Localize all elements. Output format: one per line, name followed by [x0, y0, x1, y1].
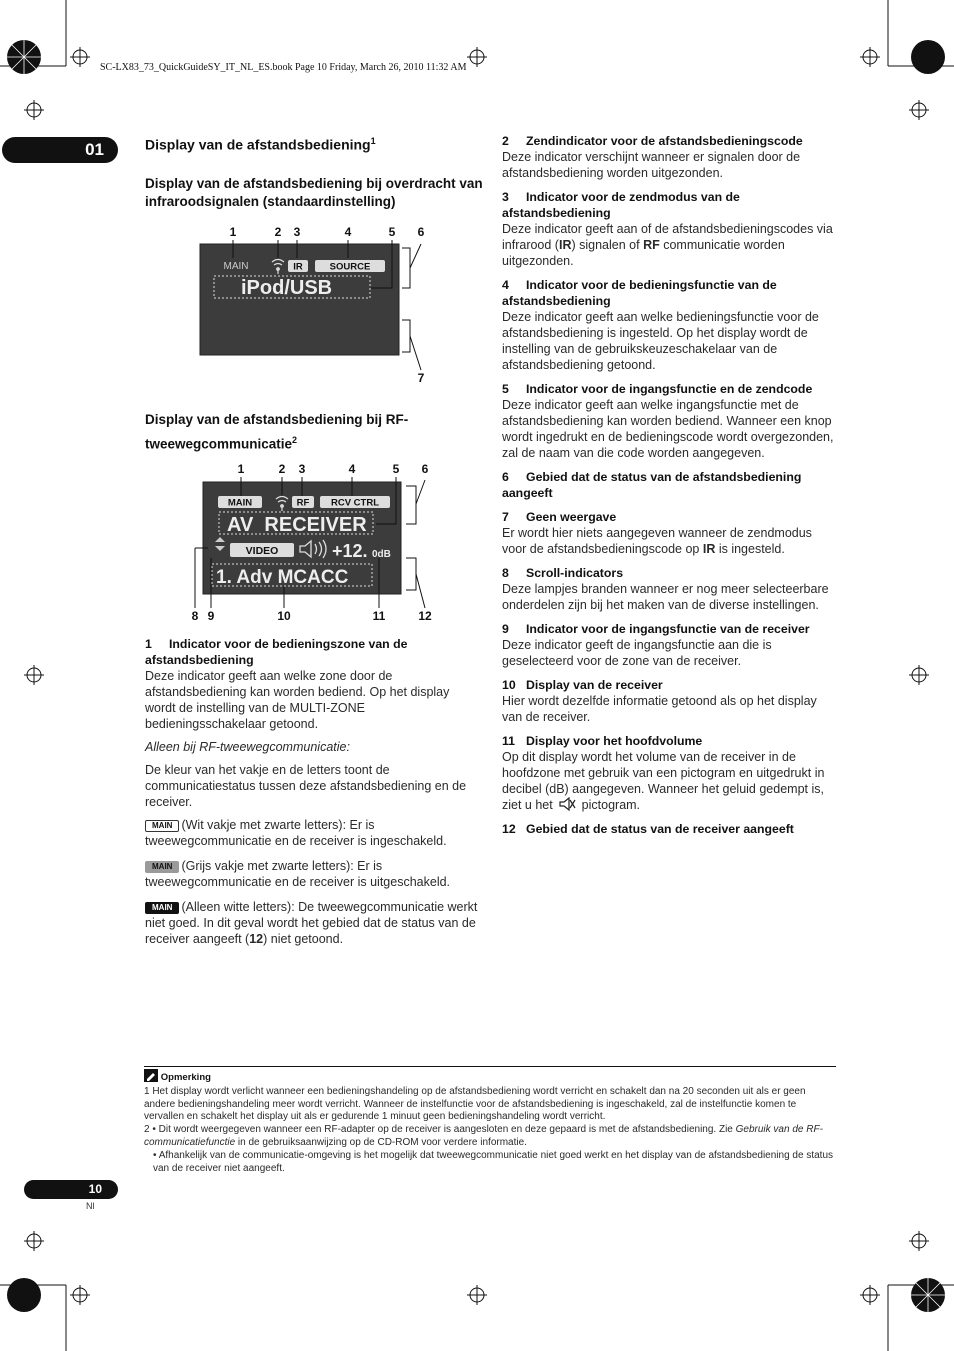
ir-callout-3: 3 [293, 225, 301, 239]
right-text-column [502, 133, 838, 845]
note-icon [144, 1069, 158, 1082]
rf-callout-3: 3 [298, 462, 306, 476]
ir-callout-6: 6 [417, 225, 425, 239]
item-1-italic: Alleen bij RF-tweewegcommunicatie: [145, 740, 350, 754]
rf-function-chip: RCV CTRL [330, 497, 380, 509]
ir-display-heading: Display van de afstandsbediening bij overdracht van infraroodsignalen (standaardinstelling) [145, 176, 483, 209]
rf-zone-chip: MAIN [227, 497, 253, 509]
note-2: 2 • Dit wordt weergegeven wanneer een RF-adapter op de receiver is aangesloten en deze gepaard is met de afstandsbediening. Zie Gebruik van de RF-communicatiefunctie in de gebruiksaanwijzing op de CD-ROM voor verdere informatie. [144, 1124, 823, 1148]
rf-callout-6: 6 [421, 462, 429, 476]
ir-zone: MAIN [223, 261, 249, 272]
rf-receiver-input-chip: VIDEO [245, 545, 279, 557]
item-1-desc-2: De kleur van het vakje en de letters toont de communicatiestatus tussen deze afstandsbediening en de receiver. [145, 763, 467, 809]
item-5: 5 Indicator voor de ingangsfunctie en de zendcode Deze indicator geeft aan welke ingangsfunctie met de afstandsbediening kan worden bediend. Wanneer een knop wordt ingedrukt en de bedieningscode wordt overgezonden, zal de naam van die code worden aangegeven. [502, 382, 834, 460]
rf-input-label: AV RECEIVER [227, 514, 367, 536]
status-white: MAIN (Wit vakje met zwarte letters): Er is tweewegcommunicatie en de receiver is ingeschakeld. [145, 818, 447, 848]
rf-callout-12: 12 [418, 609, 432, 623]
ir-function-chip: SOURCE [329, 261, 371, 273]
page-language: Nl [86, 1201, 95, 1211]
rf-display-diagram [186, 458, 442, 628]
rf-volume-unit: 0dB [372, 549, 391, 560]
item-2: 2 Zendindicator voor de afstandsbedieningscode Deze indicator verschijnt wanneer er signalen door de afstandsbediening worden uitgezonden. [502, 134, 803, 180]
chapter-tab: 01 [2, 137, 118, 163]
item-9: 9 Indicator voor de ingangsfunctie van de receiver Deze indicator geeft de ingangsfunctie aan die is geselecteerd voor de zone van de receiver. [502, 622, 810, 668]
note-1: 1 Het display wordt verlicht wanneer een bedieningshandeling op de afstandsbediening wordt verricht en schakelt dan na 20 seconden uit als er geen andere bedieningshandeling meer wordt verricht. Wanneer de instelfunctie voor de afstandsbediening is ingeschakeld, zal de instelfunctie komen te vervallen en schakelt het display uit als er gedurende 1 minuut geen bedieningshandeling wordt verricht. [144, 1085, 806, 1123]
main-chip-black: MAIN [145, 902, 179, 914]
rf-callout-11: 11 [372, 609, 386, 623]
ir-mode-chip: IR [293, 261, 303, 273]
file-header: SC-LX83_73_QuickGuideSY_IT_NL_ES.book Page 10 Friday, March 26, 2010 11:32 AM [100, 62, 467, 73]
ir-callout-2: 2 [274, 225, 282, 239]
item-10: 10 Display van de receiver Hier wordt dezelfde informatie getoond als op het display van de receiver. [502, 678, 817, 724]
main-chip-white: MAIN [145, 820, 179, 832]
rf-callout-4: 4 [348, 462, 356, 476]
item-8: 8 Scroll-indicators Deze lampjes branden wanneer er nog meer selecteerbare onderdelen zijn bij het maken van de diverse instellingen. [502, 566, 829, 612]
item-7: 7 Geen weergave Er wordt hier niets aangegeven wanneer de zendmodus voor de afstandsbedieningscode op IR is ingesteld. [502, 510, 812, 556]
rf-callout-1: 1 [237, 462, 245, 476]
rf-display-heading: Display van de afstandsbediening bij RF-tweewegcommunicatie$^2$ [145, 412, 409, 452]
ir-callout-5: 5 [388, 225, 396, 239]
rf-callout-10: 10 [277, 609, 291, 623]
item-12: 12 Gebied dat de status van de receiver aangeeft [502, 822, 794, 836]
main-chip-grey: MAIN [145, 861, 179, 873]
notes-section: Opmerking 1 Het display wordt verlicht wanneer een bedieningshandeling op de afstandsbediening wordt verricht en schakelt dan na 20 seconden uit als er geen andere bedieningshandeling meer wordt verricht. Wanneer de instelfunctie voor de afstandsbediening is ingeschakeld, zal de instelfunctie komen te vervallen en schakelt het display uit als er gedurende 1 minuut geen bedieningshandeling wordt verricht. 2 • Dit wordt weergegeven wanneer een RF-adapter op de receiver is aangesloten en deze gepaard is met de afstandsbediening. Zie Gebruik van de RF-communicatiefunctie in de gebruiksaanwijzing op de CD-ROM voor verdere informatie. • Afhankelijk van de communicatie-omgeving is het mogelijk dat tweewegcommunicatie niet goed werkt en het display van de afstandsbediening de status van de receiver niet aangeeft. [144, 1069, 836, 1175]
rf-mode-chip: RF [296, 497, 310, 509]
rf-callout-8: 8 [191, 609, 199, 623]
item-3: 3 Indicator voor de zendmodus van de afstandsbediening Deze indicator geeft aan of de afstandsbedieningscodes via infrarood (IR) signalen of RF communicatie worden uitgezonden. [502, 190, 833, 268]
item-6: 6 Gebied dat de status van de afstandsbediening aangeeft [502, 470, 802, 500]
status-black: MAIN (Alleen witte letters): De tweewegcommunicatie werkt niet goed. In dit geval wordt het gebied dat de status van de receiver aangeeft (12) niet getoond. [145, 900, 478, 946]
ir-callout-4: 4 [344, 225, 352, 239]
item-1-title: 1 Indicator voor de bedieningszone van de afstandsbediening [145, 637, 408, 667]
ir-callout-1: 1 [229, 225, 237, 239]
item-11: 11 Display voor het hoofdvolume Op dit display wordt het volume van de receiver in de hoofdzone met gebruik van een pictogram en uitgedrukt in decibel (dB) aangegeven. Wanneer het geluid gedempt is, ziet u het pictogram. [502, 734, 825, 812]
left-text-column [145, 636, 478, 955]
status-grey: MAIN (Grijs vakje met zwarte letters): Er is tweewegcommunicatie en de receiver is uitgeschakeld. [145, 859, 451, 889]
section-title: Display van de afstandsbediening$^1$ [145, 136, 376, 153]
ir-input-label: iPod/USB [241, 277, 333, 299]
ir-callout-7: 7 [417, 371, 425, 385]
page-number: 10 [24, 1180, 118, 1199]
rf-callout-9: 9 [207, 609, 215, 623]
rf-volume-value: +12. [332, 541, 368, 561]
item-4: 4 Indicator voor de bedieningsfunctie van de afstandsbediening Deze indicator geeft aan welke bedieningsfunctie voor de afstandsbediening is ingesteld. Op het display wordt de instelling van de gebruikskeuzeschakelaar van de afstandsbediening getoond. [502, 278, 819, 372]
ir-display-diagram [196, 220, 446, 388]
note-3: • Afhankelijk van de communicatie-omgeving is het mogelijk dat tweewegcommunicatie niet goed werkt en het display van de afstandsbediening de status van de receiver niet aangeeft. [153, 1149, 833, 1174]
rf-callout-5: 5 [392, 462, 400, 476]
mute-icon [558, 797, 576, 811]
rf-receiver-display: 1. Adv MCACC [216, 567, 349, 588]
rf-callout-2: 2 [278, 462, 286, 476]
notes-divider [144, 1066, 836, 1067]
item-1-desc: Deze indicator geeft aan welke zone door de afstandsbediening kan worden bediend. Op het display wordt de instelling van de MULTI-ZONE bedieningsschakelaar getoond. [145, 669, 450, 731]
